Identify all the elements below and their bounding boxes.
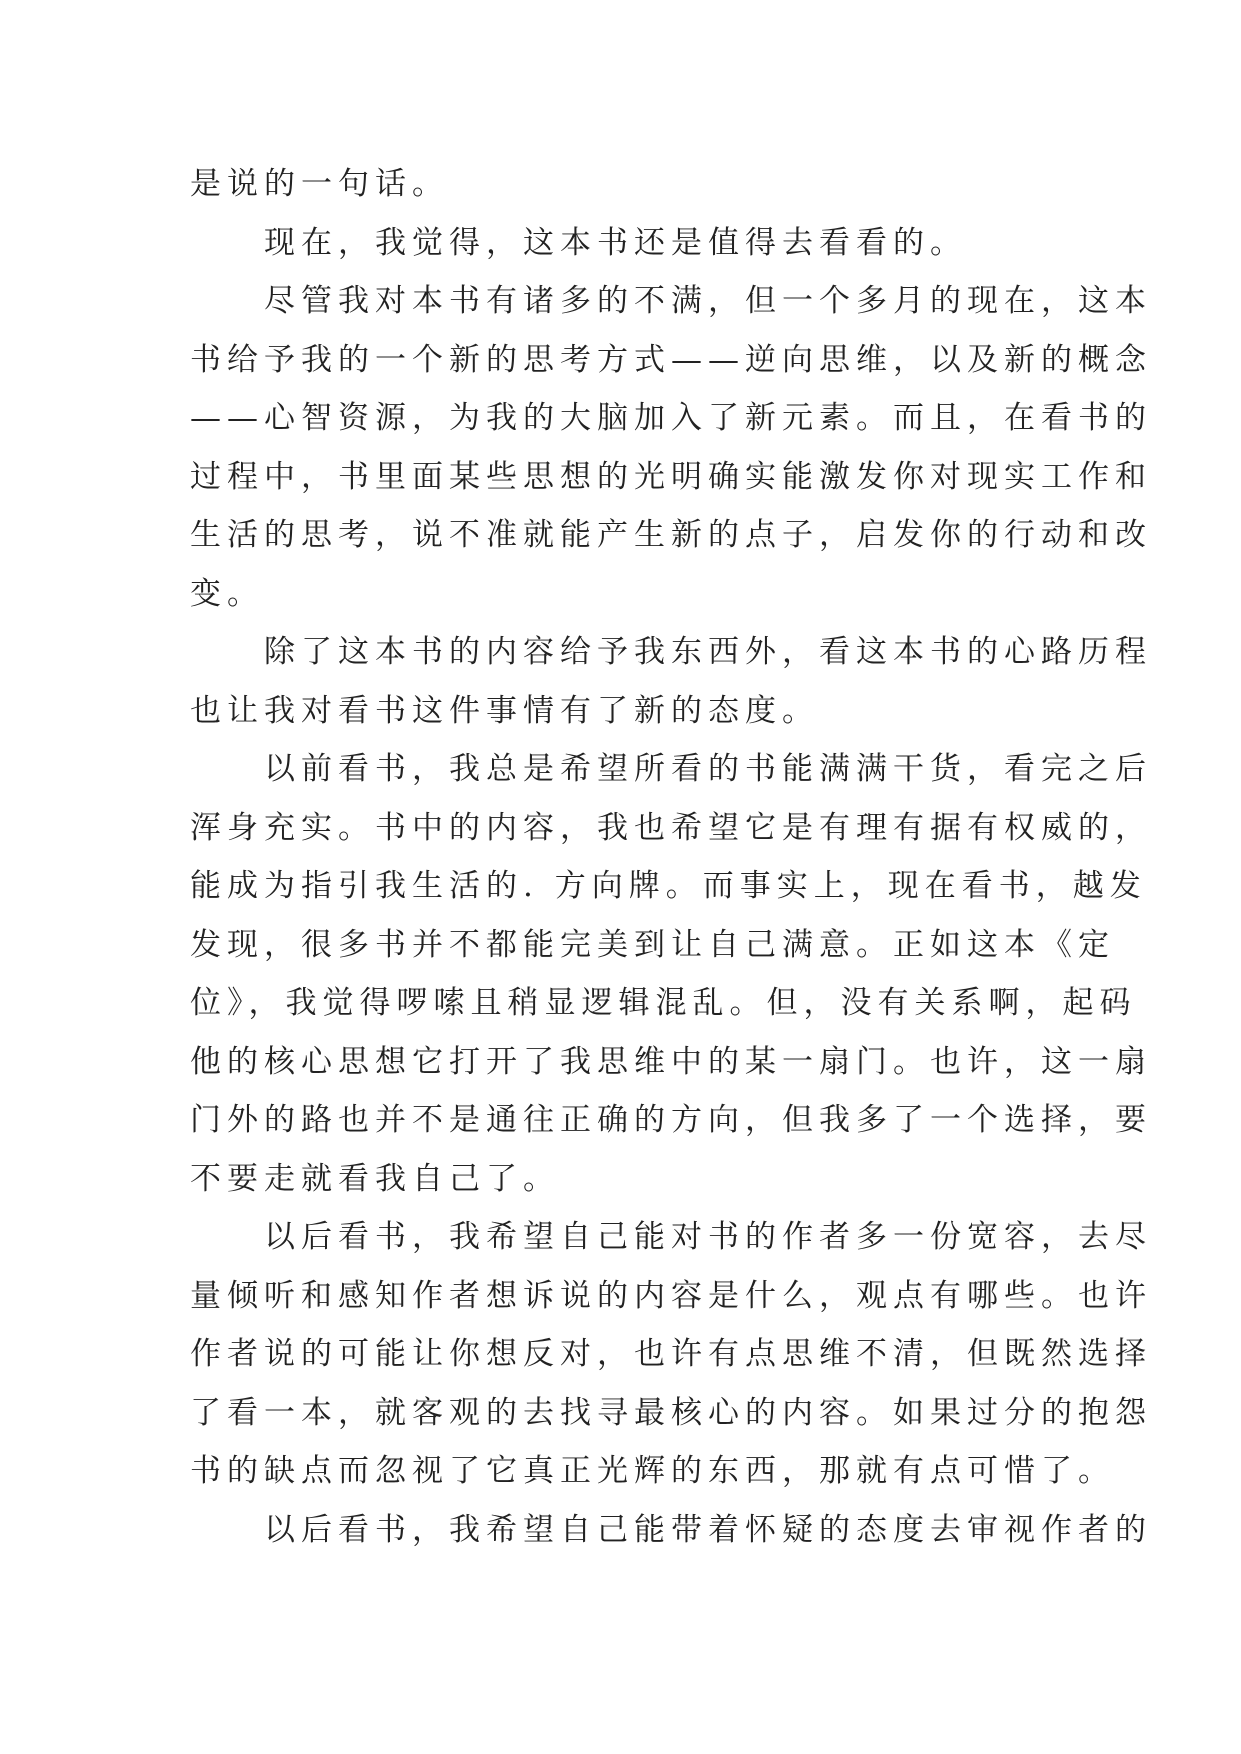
text-line: 量倾听和感知作者想诉说的内容是什么，观点有哪些。也许 — [190, 1277, 1152, 1314]
text-line: 是说的一句话。 — [190, 166, 449, 202]
document-body — [190, 155, 1152, 1559]
text-line: 现在，我觉得，这本书还是值得去看看的。 — [264, 224, 967, 261]
text-line: 除了这本书的内容给予我东西外，看这本书的心路历程 — [264, 634, 1152, 670]
text-line: 以后看书，我希望自己能对书的作者多一份宽容，去尽 — [264, 1219, 1152, 1255]
text-line: ——心智资源，为我的大脑加入了新元素。而且，在看书的 — [190, 400, 1152, 436]
text-line: 变。 — [190, 575, 264, 612]
text-line: 门外的路也并不是通往正确的方向，但我多了一个选择，要 — [190, 1102, 1152, 1138]
text-line: 尽管我对本书有诸多的不满，但一个多月的现在，这本 — [264, 283, 1152, 319]
text-line: 发现，很多书并不都能完美到让自己满意。正如这本《定 — [190, 926, 1115, 963]
text-line: 书的缺点而忽视了它真正光辉的东西，那就有点可惜了。 — [190, 1453, 1115, 1489]
text-line: 过程中，书里面某些思想的光明确实能激发你对现实工作和 — [190, 458, 1152, 495]
text-line: 以前看书，我总是希望所看的书能满满干货，看完之后 — [264, 751, 1152, 787]
text-line: 他的核心思想它打开了我思维中的某一扇门。也许，这一扇 — [190, 1043, 1152, 1080]
text-line: 作者说的可能让你想反对，也许有点思维不清，但既然选择 — [190, 1336, 1152, 1372]
text-line: 位》，我觉得啰嗦且稍显逻辑混乱。但，没有关系啊，起码 — [190, 985, 1137, 1021]
text-line: 能成为指引我生活的. 方向牌。而事实上，现在看书，越发 — [190, 868, 1147, 904]
text-line: 生活的思考，说不准就能产生新的点子，启发你的行动和改 — [190, 517, 1152, 553]
text-line: 以后看书，我希望自己能带着怀疑的态度去审视作者的 — [264, 1511, 1152, 1548]
text-line: 浑身充实。书中的内容，我也希望它是有理有据有权威的， — [190, 809, 1152, 846]
text-line: 不要走就看我自己了。 — [190, 1160, 560, 1197]
text-line: 也让我对看书这件事情有了新的态度。 — [190, 692, 819, 729]
text-line: 书给予我的一个新的思考方式——逆向思维，以及新的概念 — [190, 341, 1152, 378]
text-line: 了看一本，就客观的去找寻最核心的内容。如果过分的抱怨 — [190, 1394, 1152, 1431]
